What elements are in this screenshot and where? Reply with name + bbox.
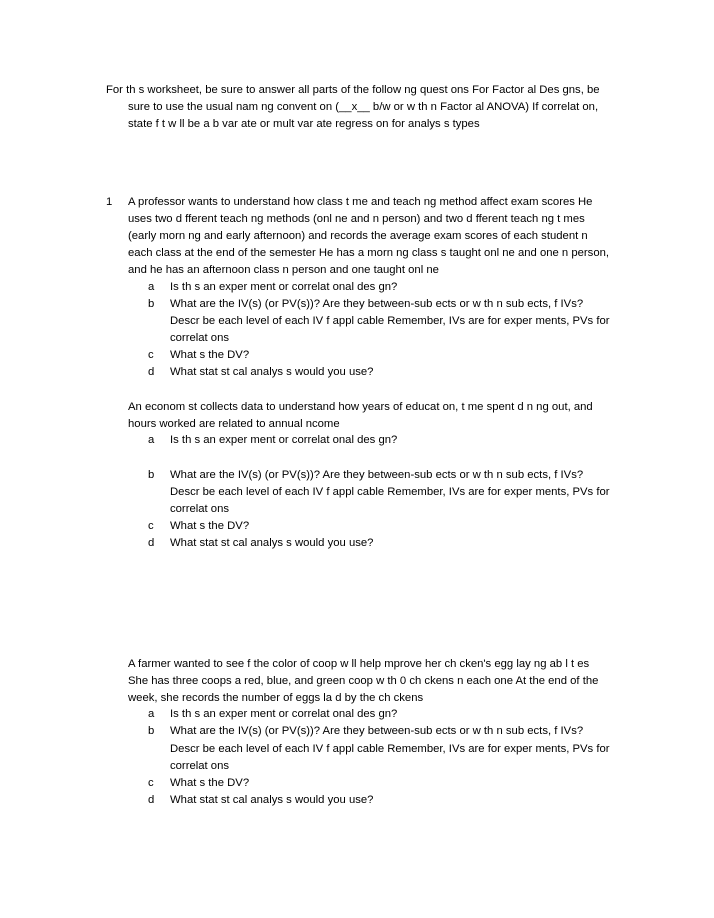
question-1-part-d-text: What stat st cal analys s would you use? — [170, 366, 374, 378]
question-1-stem-line: A professor wants to understand how class t me and teach ng method affect exam scores He — [128, 196, 593, 208]
question-3-stem-line: A farmer wanted to see f the color of coop w ll help mprove her ch cken's egg lay ng ab l t es — [128, 658, 590, 670]
question-3-part-d-text: What stat st cal analys s would you use? — [170, 794, 374, 806]
question-1-stem-line: and he has an afternoon class n person and one taught onl ne — [128, 264, 439, 276]
question-1-stem-line: (early morn ng and early afternoon) and records the average exam scores of each student n — [128, 230, 588, 242]
question-1-stem-line: uses two d fferent teach ng methods (onl ne and n person) and two d fferent teach ng t mes — [128, 213, 585, 225]
question-1-stem-line: each class at the end of the semester He has a morn ng class s taught onl ne and one n person, — [128, 247, 610, 259]
intro-line-2: sure to use the usual nam ng convent on (__x__ b/w or w th n Factor al ANOVA) If correlat on, — [128, 101, 599, 113]
question-1-part-d-label: d — [148, 366, 155, 378]
question-1-part-b-text: What are the IV(s) (or PV(s))? Are they between-sub ects or w th n sub ects, f IVs? — [170, 298, 584, 310]
question-2-part-d-text: What stat st cal analys s would you use? — [170, 537, 374, 549]
question-3-stem-line: She has three coops a red, blue, and green coop w th 0 ch ckens n each one At the end of the — [128, 675, 599, 687]
question-3-part-b-text: What are the IV(s) (or PV(s))? Are they between-sub ects or w th n sub ects, f IVs? — [170, 725, 584, 737]
question-1-number: 1 — [106, 196, 113, 208]
question-1-part-a-text: Is th s an exper ment or correlat onal des gn? — [170, 281, 398, 293]
question-2-part-b-text: What are the IV(s) (or PV(s))? Are they between-sub ects or w th n sub ects, f IVs? — [170, 469, 584, 481]
question-2-part-b-label: b — [148, 469, 155, 481]
question-1-part-c-text: What s the DV? — [170, 349, 250, 361]
question-2-part-b-text: correlat ons — [170, 503, 230, 515]
question-3-stem-line: week, she records the number of eggs la d by the ch ckens — [128, 692, 424, 704]
question-1-part-b-label: b — [148, 298, 155, 310]
question-3-part-d-label: d — [148, 794, 155, 806]
question-3-part-a-text: Is th s an exper ment or correlat onal des gn? — [170, 708, 398, 720]
question-2-part-a-label: a — [148, 434, 155, 446]
question-3-part-c-label: c — [148, 777, 154, 789]
question-1-part-b-text: correlat ons — [170, 332, 230, 344]
question-1-part-c-label: c — [148, 349, 154, 361]
question-2-part-b-text: Descr be each level of each IV f appl cable Remember, IVs are for exper ments, PVs for — [170, 486, 610, 498]
question-1-part-b-text: Descr be each level of each IV f appl cable Remember, IVs are for exper ments, PVs for — [170, 315, 610, 327]
question-3-part-b-label: b — [148, 725, 155, 737]
question-2-part-c-text: What s the DV? — [170, 520, 250, 532]
intro-line-1: For th s worksheet, be sure to answer all parts of the follow ng quest ons For Factor al Des gns, be — [106, 84, 600, 96]
question-1-part-a-label: a — [148, 281, 155, 293]
question-2-stem-line: An econom st collects data to understand how years of educat on, t me spent d n ng out, and — [128, 401, 593, 413]
question-3-part-a-label: a — [148, 708, 155, 720]
question-3-part-b-text: correlat ons — [170, 760, 230, 772]
question-2-part-c-label: c — [148, 520, 154, 532]
question-2-part-d-label: d — [148, 537, 155, 549]
question-3-part-b-text: Descr be each level of each IV f appl cable Remember, IVs are for exper ments, PVs for — [170, 743, 610, 755]
question-3-part-c-text: What s the DV? — [170, 777, 250, 789]
intro-line-3: state f t w ll be a b var ate or mult var ate regress on for analys s types — [128, 118, 480, 130]
question-2-part-a-text: Is th s an exper ment or correlat onal des gn? — [170, 434, 398, 446]
question-2-stem-line: hours worked are related to annual ncome — [128, 418, 340, 430]
